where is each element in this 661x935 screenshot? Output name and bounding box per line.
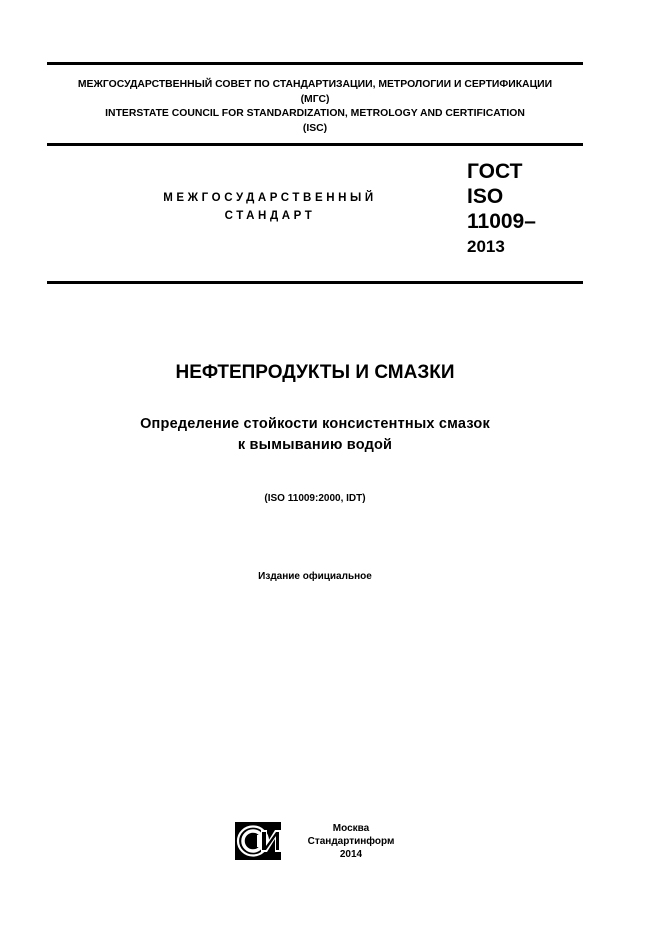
publisher-city: Москва	[332, 823, 370, 834]
top-rule	[47, 62, 583, 65]
gost-label: ГОСТ	[467, 160, 523, 183]
standard-type-line2: СТАНДАРТ	[224, 210, 316, 222]
gost-number: 11009–	[467, 210, 536, 233]
publisher-year: 2014	[339, 849, 363, 860]
standard-type-line1: МЕЖГОСУДАРСТВЕННЫЙ	[163, 192, 377, 204]
document-subtitle	[47, 414, 583, 456]
edition-note: Издание официальное	[258, 571, 372, 582]
bottom-rule	[47, 281, 583, 284]
subtitle-line2: к вымыванию водой	[237, 437, 393, 453]
subtitle-line1: Определение стойкости консистентных смазок	[140, 416, 490, 432]
council-name-ru: МЕЖГОСУДАРСТВЕННЫЙ СОВЕТ ПО СТАНДАРТИЗАЦИИ, МЕТРОЛОГИИ И СЕРТИФИКАЦИИ	[77, 79, 553, 90]
council-abbr-ru: (МГС)	[300, 93, 330, 105]
iso-reference: (ISO 11009:2000, IDT)	[264, 493, 366, 504]
council-name-en: INTERSTATE COUNCIL FOR STANDARDIZATION, METROLOGY AND CERTIFICATION	[105, 108, 525, 119]
middle-rule	[47, 143, 583, 146]
gost-designation	[467, 159, 536, 259]
council-abbr-en: (ISC)	[302, 122, 328, 134]
gost-year: 2013	[467, 237, 505, 256]
standard-type	[150, 189, 390, 225]
gost-iso-label: ISO	[467, 185, 504, 208]
publisher-block	[296, 822, 406, 861]
standartinform-logo-icon	[232, 821, 286, 861]
council-header	[47, 78, 583, 136]
document-title: НЕФТЕПРОДУКТЫ И СМАЗКИ	[175, 362, 455, 383]
publisher-name: Стандартинформ	[307, 836, 395, 847]
